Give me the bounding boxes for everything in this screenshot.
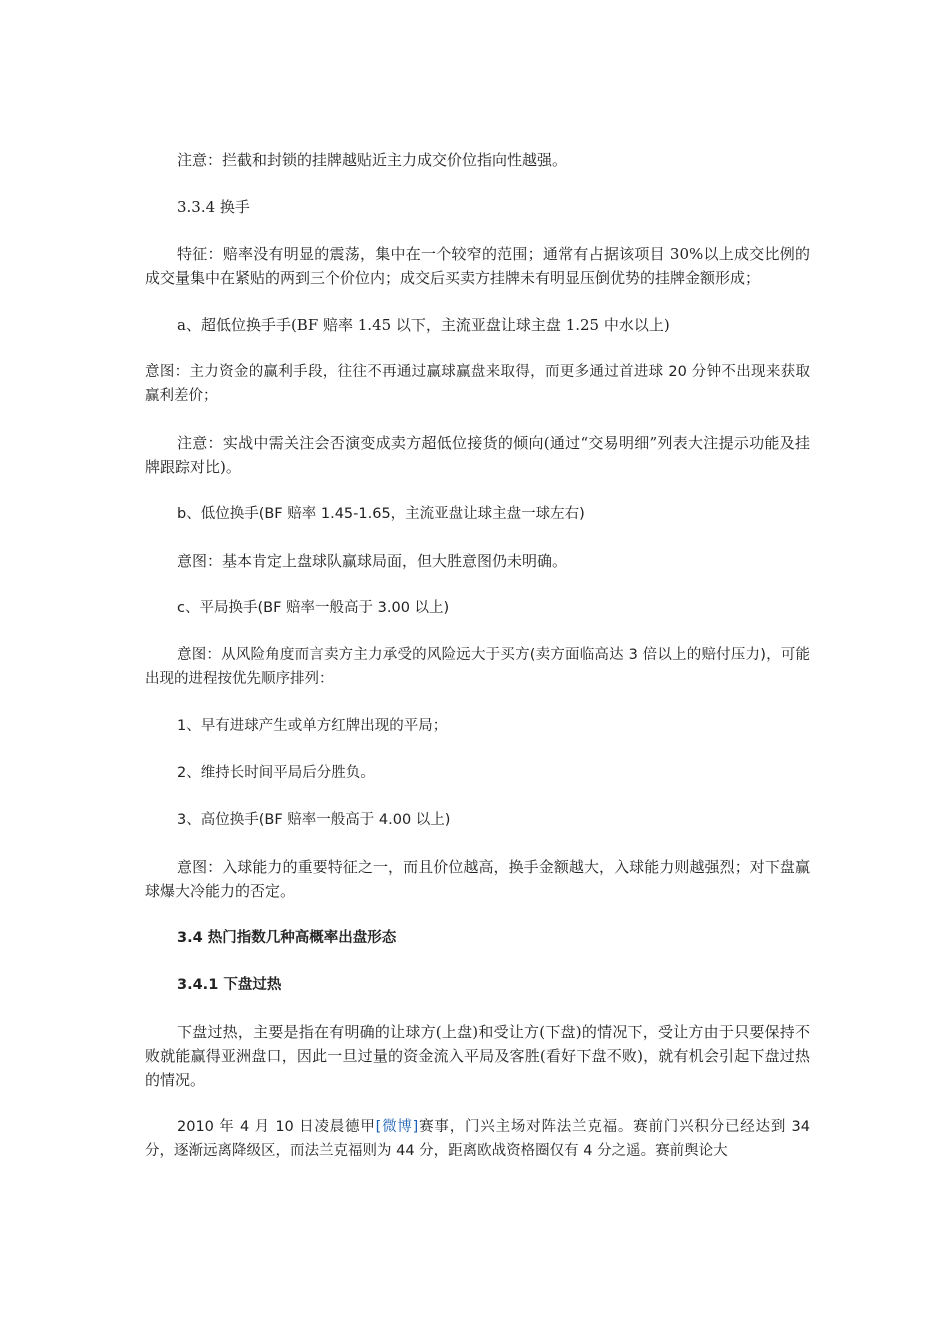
match-text-end: 赛事，门兴主场对阵法兰克福。赛前门兴积分已经达到 34 分，逐渐远离降级区，而法兰克福则为 44 分，距离欧战资格圈仅有 4 分之遥。赛前舆论大 (145, 1119, 811, 1159)
intent-paragraph-4: 意图：入球能力的重要特征之一，而且价位越高，换手金额越大，入球能力则越强烈；对下盘赢球爆大冷能力的否定。 (145, 858, 810, 900)
match-paragraph (145, 1115, 810, 1163)
ultra-low-exchange-item: a、超低位换手手(BF 赔率 1.45 以下，主流亚盘让球主盘 1.25 中水以上) (177, 316, 670, 334)
overheat-paragraph: 下盘过热，主要是指在有明确的让球方(上盘)和受让方(下盘)的情况下，受让方由于只要保持不败就能赢得亚洲盘口，因此一旦过量的资金流入平局及客胜(看好下盘不败)，就有机会引起下盘过热的情况。 (145, 1023, 810, 1089)
note-paragraph: 注意：拦截和封锁的挂牌越贴近主力成交价位指向性越强。 (177, 151, 568, 169)
list-item-2: 2、维持长时间平局后分胜负。 (177, 765, 375, 781)
section-heading-3-4: 3.4 热门指数几种高概率出盘形态 (177, 930, 397, 946)
section-title-3-3-4: 3.3.4 换手 (177, 198, 250, 216)
intent-paragraph-2: 意图：基本肯定上盘球队赢球局面，但大胜意图仍未明确。 (177, 552, 568, 570)
document-body (145, 148, 810, 1186)
low-exchange-item: b、低位换手(BF 赔率 1.45-1.65，主流亚盘让球主盘一球左右) (177, 506, 585, 522)
intent-paragraph-3: 意图：从风险角度而言卖方主力承受的风险远大于买方(卖方面临高达 3 倍以上的赔付压力)，可能出现的进程按优先顺序排列： (145, 647, 810, 687)
features-paragraph: 特征：赔率没有明显的震荡，集中在一个较窄的范围；通常有占据该项目 30%以上成交比例的成交量集中在紧贴的两到三个价位内；成交后买卖方挂牌未有明显压倒优势的挂牌金额形成； (145, 245, 810, 287)
section-heading-3-4-1: 3.4.1 下盘过热 (177, 977, 282, 993)
note-paragraph-2: 注意：实战中需关注会否演变成卖方超低位接货的倾向(通过“交易明细”列表大注提示功能及挂牌跟踪对比)。 (145, 434, 810, 476)
match-text-start: 2010 年 4 月 10 日凌晨德甲 (177, 1119, 376, 1135)
high-exchange-item: 3、高位换手(BF 赔率一般高于 4.00 以上) (177, 812, 451, 828)
intent-paragraph-1: 意图：主力资金的赢利手段，往往不再通过赢球赢盘来取得，而更多通过首进球 20 分钟不出现来获取赢利差价； (145, 364, 810, 404)
weibo-link[interactable]: [微博] (375, 1119, 419, 1135)
list-item-1: 1、早有进球产生或单方红牌出现的平局； (177, 718, 448, 734)
draw-exchange-item: c、平局换手(BF 赔率一般高于 3.00 以上) (177, 600, 450, 616)
